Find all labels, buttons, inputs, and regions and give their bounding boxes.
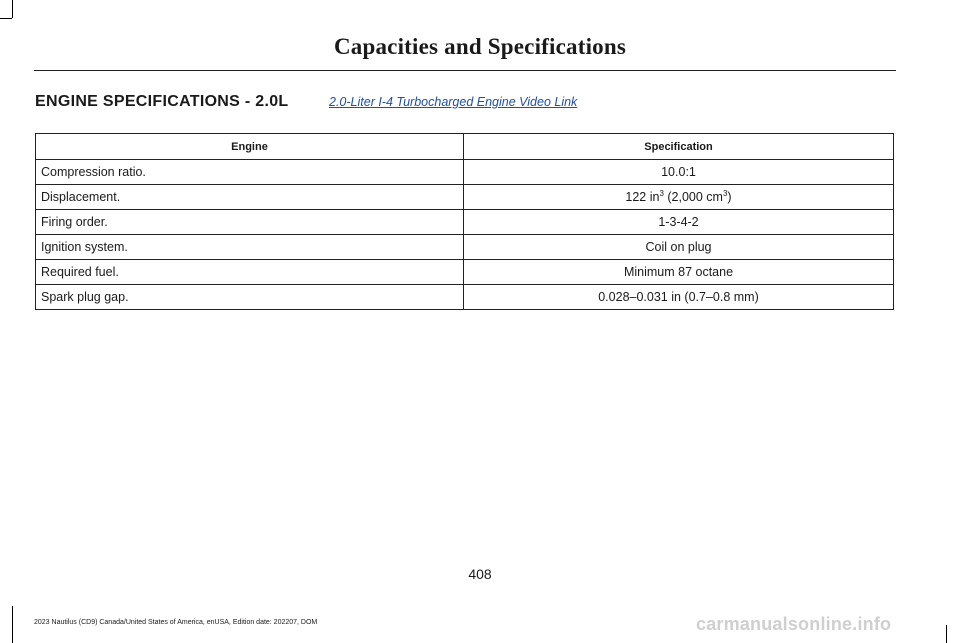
spec-cell <box>464 185 894 210</box>
spec-superscript: 3 <box>659 188 664 198</box>
table-row <box>36 260 894 285</box>
spec-cell: 1-3-4-2 <box>464 210 894 235</box>
crop-mark-top-left-horizontal <box>0 18 12 19</box>
crop-mark-bottom-left-vertical <box>12 606 13 643</box>
page-title: Capacities and Specifications <box>333 34 627 59</box>
table-row <box>36 185 894 210</box>
section-heading: ENGINE SPECIFICATIONS - 2.0L <box>35 93 289 110</box>
page-number: 408 <box>468 566 492 582</box>
engine-cell: Compression ratio. <box>36 160 464 185</box>
engine-cell: Firing order. <box>36 210 464 235</box>
spec-cell: 0.028–0.031 in (0.7–0.8 mm) <box>464 285 894 310</box>
engine-cell: Displacement. <box>36 185 464 210</box>
engine-cell: Ignition system. <box>36 235 464 260</box>
spec-cell: 10.0:1 <box>464 160 894 185</box>
table-row <box>36 160 894 185</box>
spec-text: 122 in <box>625 190 660 204</box>
table-row <box>36 285 894 310</box>
spec-cell: Minimum 87 octane <box>464 260 894 285</box>
spec-text: (2,000 cm <box>663 190 723 204</box>
table-header-row <box>36 134 894 160</box>
engine-cell: Spark plug gap. <box>36 285 464 310</box>
engine-cell: Required fuel. <box>36 260 464 285</box>
table-row <box>36 210 894 235</box>
spec-cell: Coil on plug <box>464 235 894 260</box>
column-header-specification: Specification <box>464 134 894 160</box>
engine-specifications-table <box>35 133 894 310</box>
spec-text: ) <box>727 190 732 204</box>
footer-edition-info: 2023 Nautilus (CD9) Canada/United States of America, enUSA, Edition date: 202207, DOM <box>34 619 318 626</box>
video-link[interactable]: 2.0-Liter I-4 Turbocharged Engine Video Link <box>329 95 578 109</box>
crop-mark-bottom-right-vertical <box>946 625 947 643</box>
watermark: carmanualsonline.info <box>696 614 892 634</box>
column-header-engine: Engine <box>36 134 464 160</box>
spec-superscript: 3 <box>722 188 728 198</box>
title-divider <box>34 70 896 71</box>
table-row <box>36 235 894 260</box>
crop-mark-top-left-vertical <box>12 0 13 18</box>
